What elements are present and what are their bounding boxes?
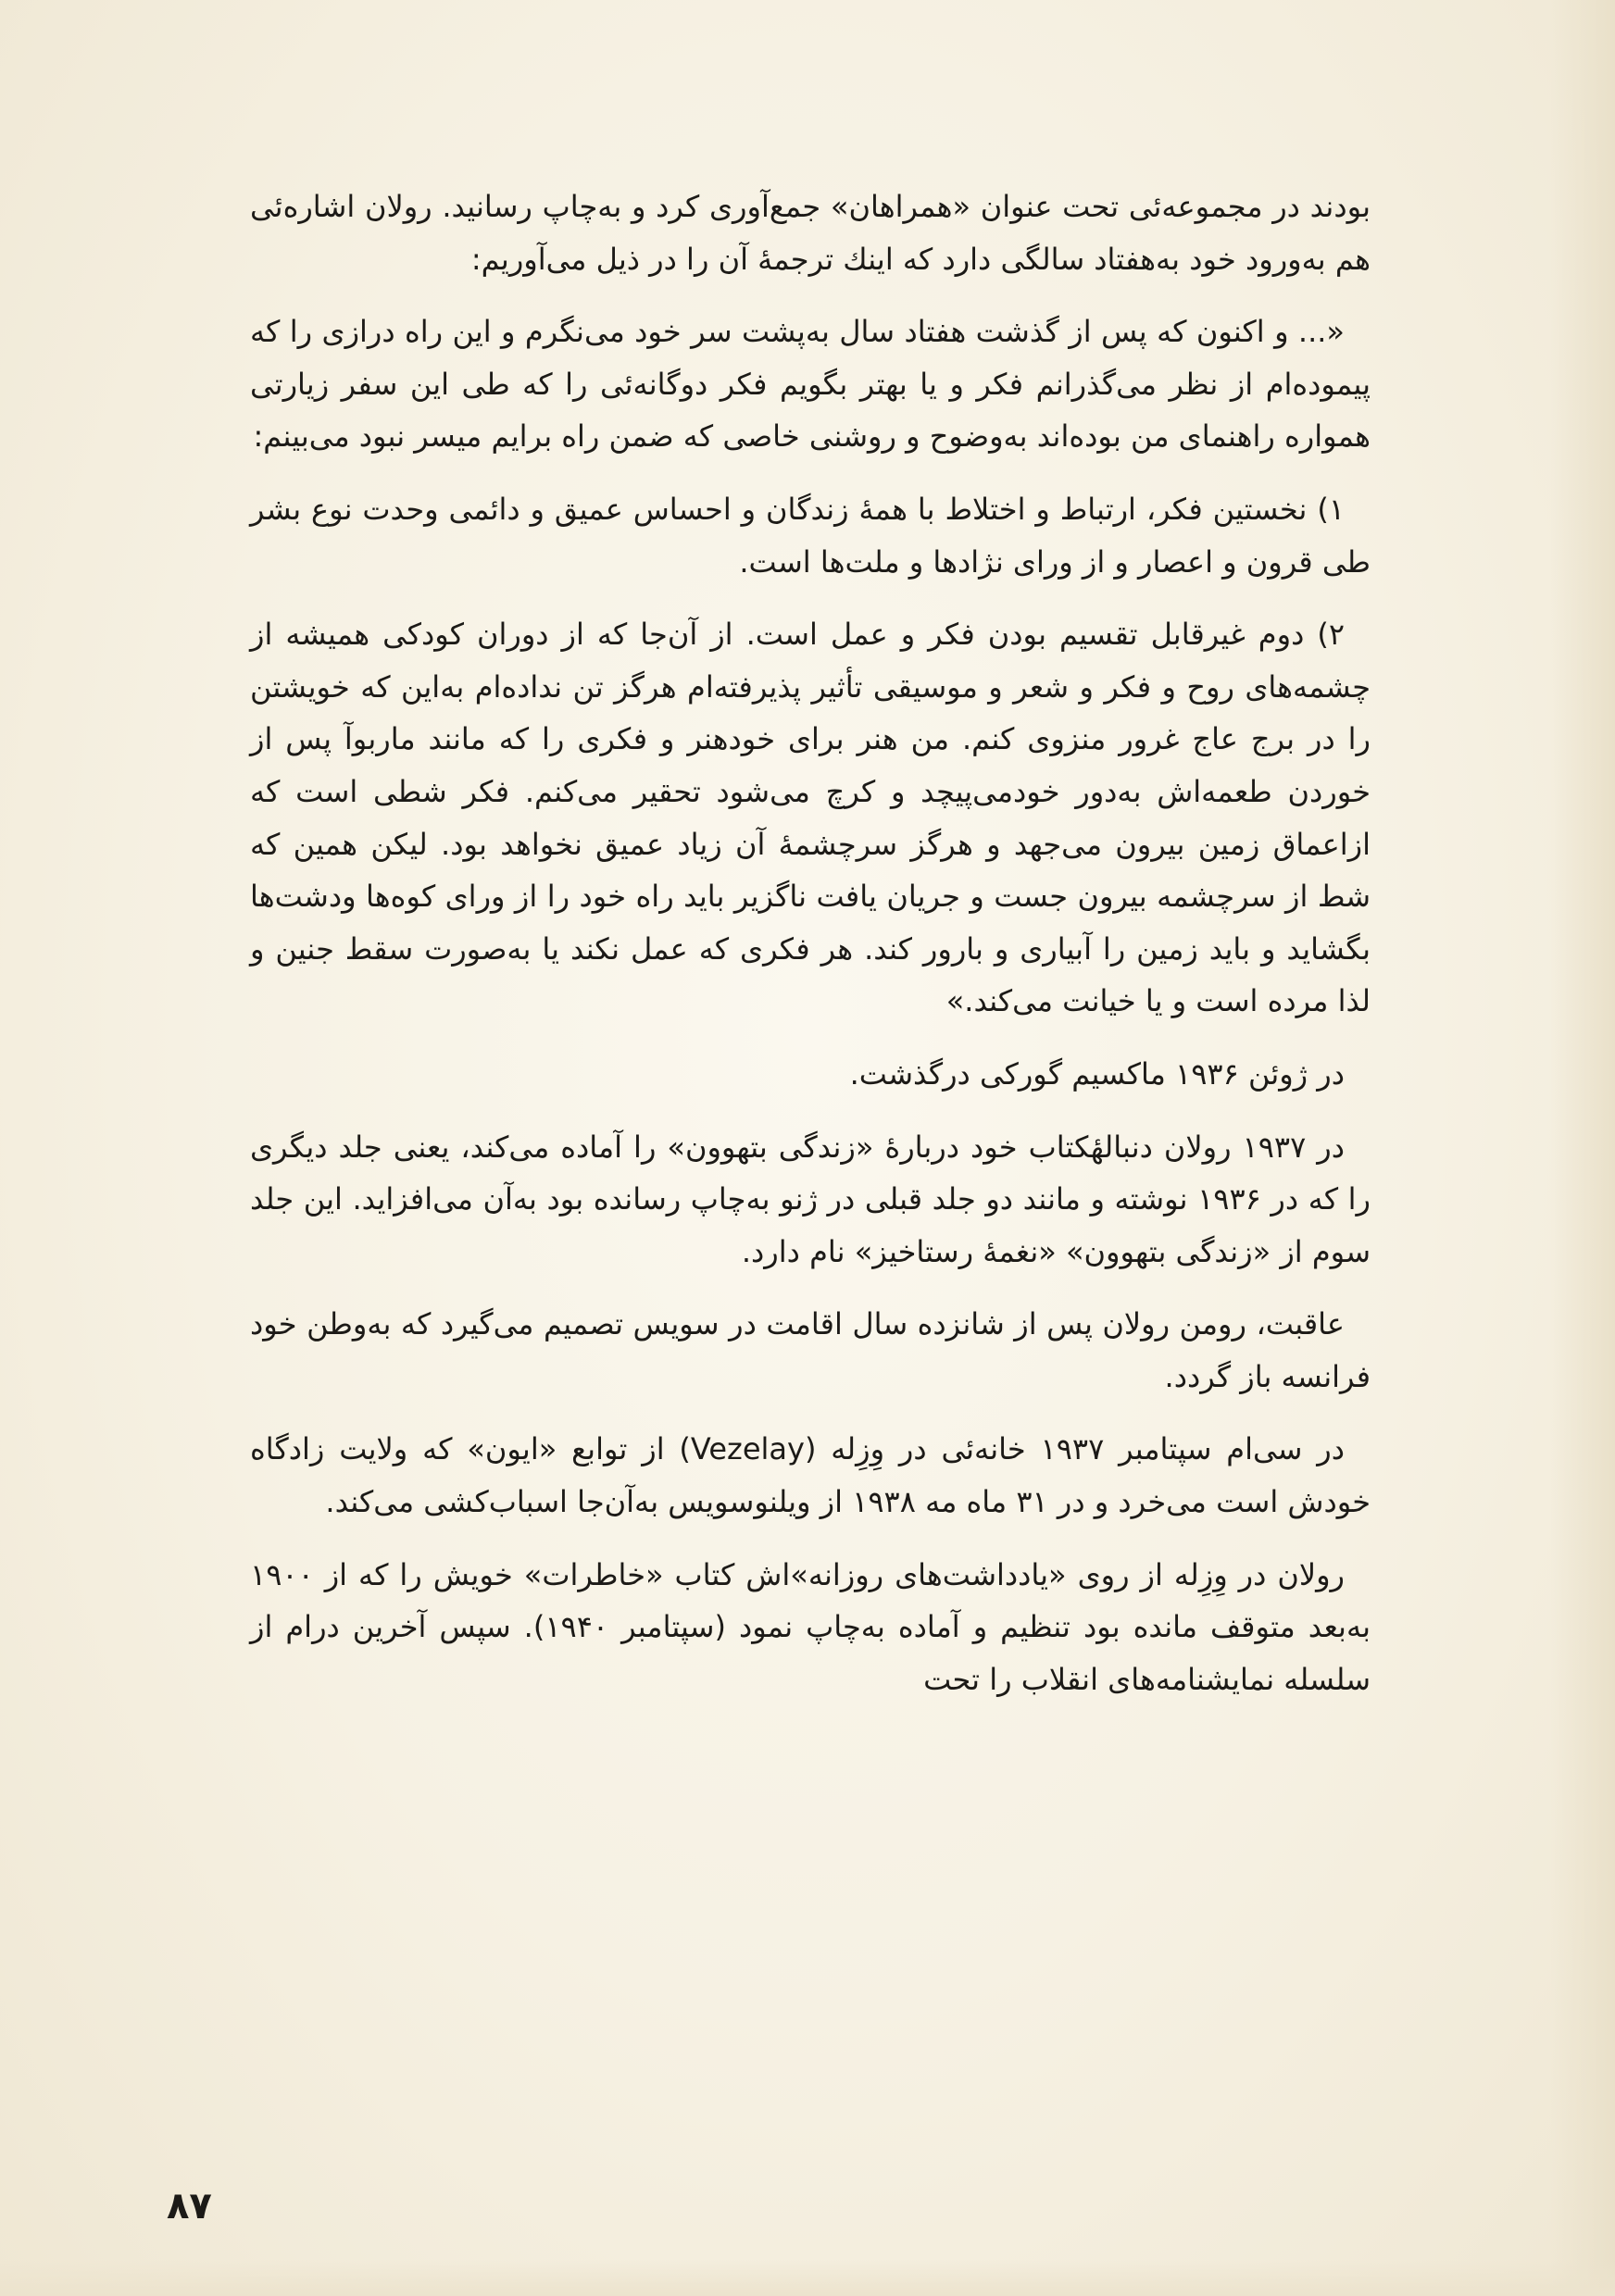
paragraph-3: ۱) نخستین فکر، ارتباط و اختلاط با همهٔ زندگان و احساس عمیق و دائمی وحدت نوع بشر طی قرون و اعصار و از ورای نژادها و ملت‌ها است. — [250, 491, 1371, 580]
paragraph-9: رولان در وِزِله از روی «یادداشت‌های روزانه»اش کتاب «خاطرات» خویش را که از ۱۹۰۰ به‌بعد متوقف مانده بود تنظیم و آماده به‌چاپ نمود (سپتامبر ۱۹۴۰). سپس آخرین درام از سلسله نمایشنامه‌های انقلاب را تحت — [250, 1556, 1371, 1697]
paragraph-6: در ۱۹۳۷ رولان دنبالهٔکتاب خود دربارهٔ «زندگی بتهوون» را آماده می‌کند، یعنی جلد دیگری را که در ۱۹۳۶ نوشته و مانند دو جلد قبلی در ژنو به‌چاپ رسانده بود به‌آن می‌افزاید. این جلد سوم از «زندگی بتهوون» «نغمهٔ رستاخیز» نام دارد. — [250, 1129, 1371, 1269]
paragraph-5: در ژوئن ۱۹۳۶ ماکسیم گورکی درگذشت. — [849, 1055, 1345, 1092]
page-bottom-shadow — [0, 2259, 1615, 2296]
body-text — [250, 181, 1371, 1726]
page-number: ۸۷ — [167, 2185, 212, 2227]
paragraph-8: در سی‌ام سپتامبر ۱۹۳۷ خانه‌ئی در وِزِله (Vezelay) از توابع «ایون» که ولایت زادگاه خودش است می‌خرد و در ۳۱ ماه مه ۱۹۳۸ از ویلنوسویس به‌آن‌جا اسباب‌کشی می‌کند. — [250, 1431, 1371, 1520]
paragraph-7: عاقبت، رومن رولان پس از شانزده سال اقامت در سویس تصمیم می‌گیرد که به‌وطن خود فرانسه باز گردد. — [250, 1306, 1371, 1394]
paragraph-2: «... و اکنون که پس از گذشت هفتاد سال به‌پشت سر خود می‌نگرم و این راه درازی را که پیموده‌ام از نظر می‌گذرانم فکر و یا بهتر بگویم فکر دوگانه‌ئی را که طی این سفر زیارتی همواره راهنمای من بوده‌اند به‌وضوح و روشنی خاصی که ضمن راه برایم میسر نبود می‌بینم: — [250, 314, 1371, 455]
paragraph-1: بودند در مجموعه‌ئی تحت عنوان «همراهان» جمع‌آوری کرد و به‌چاپ رسانید. رولان اشاره‌ئی هم به‌ورود خود به‌هفتاد سالگی دارد که اینك ترجمهٔ آن را در ذیل می‌آوریم: — [250, 189, 1371, 277]
paragraph-4: ۲) دوم غیرقابل تقسیم بودن فکر و عمل است. از آن‌جا که از دوران کودکی همیشه از چشمه‌های روح و فکر و شعر و موسیقی تأثیر پذیرفته‌ام هرگز تن نداده‌ام به‌این که خویشتن را در برج عاج غرور منزوی کنم. من هنر برای خودهنر و فکری را که مانند ماربوآ پس از خوردن طعمه‌اش به‌دور خودمی‌پیچد و کرچ می‌شود تحقیر می‌کنم. فکر شطی است که ازاعماق زمین بیرون می‌جهد و هرگز سرچشمهٔ آن زیاد عمیق نخواهد بود. لیکن همین که شط از سرچشمه بیرون جست و جریان یافت ناگزیر باید راه خود را از ورای کوه‌ها ودشت‌ها بگشاید و باید زمین را آبیاری و بارور کند. هر فکری که عمل نکند یا به‌صورت سقط جنین و لذا مرده است و یا خیانت می‌کند.» — [250, 617, 1371, 1019]
page-edge-shadow — [1550, 0, 1615, 2296]
